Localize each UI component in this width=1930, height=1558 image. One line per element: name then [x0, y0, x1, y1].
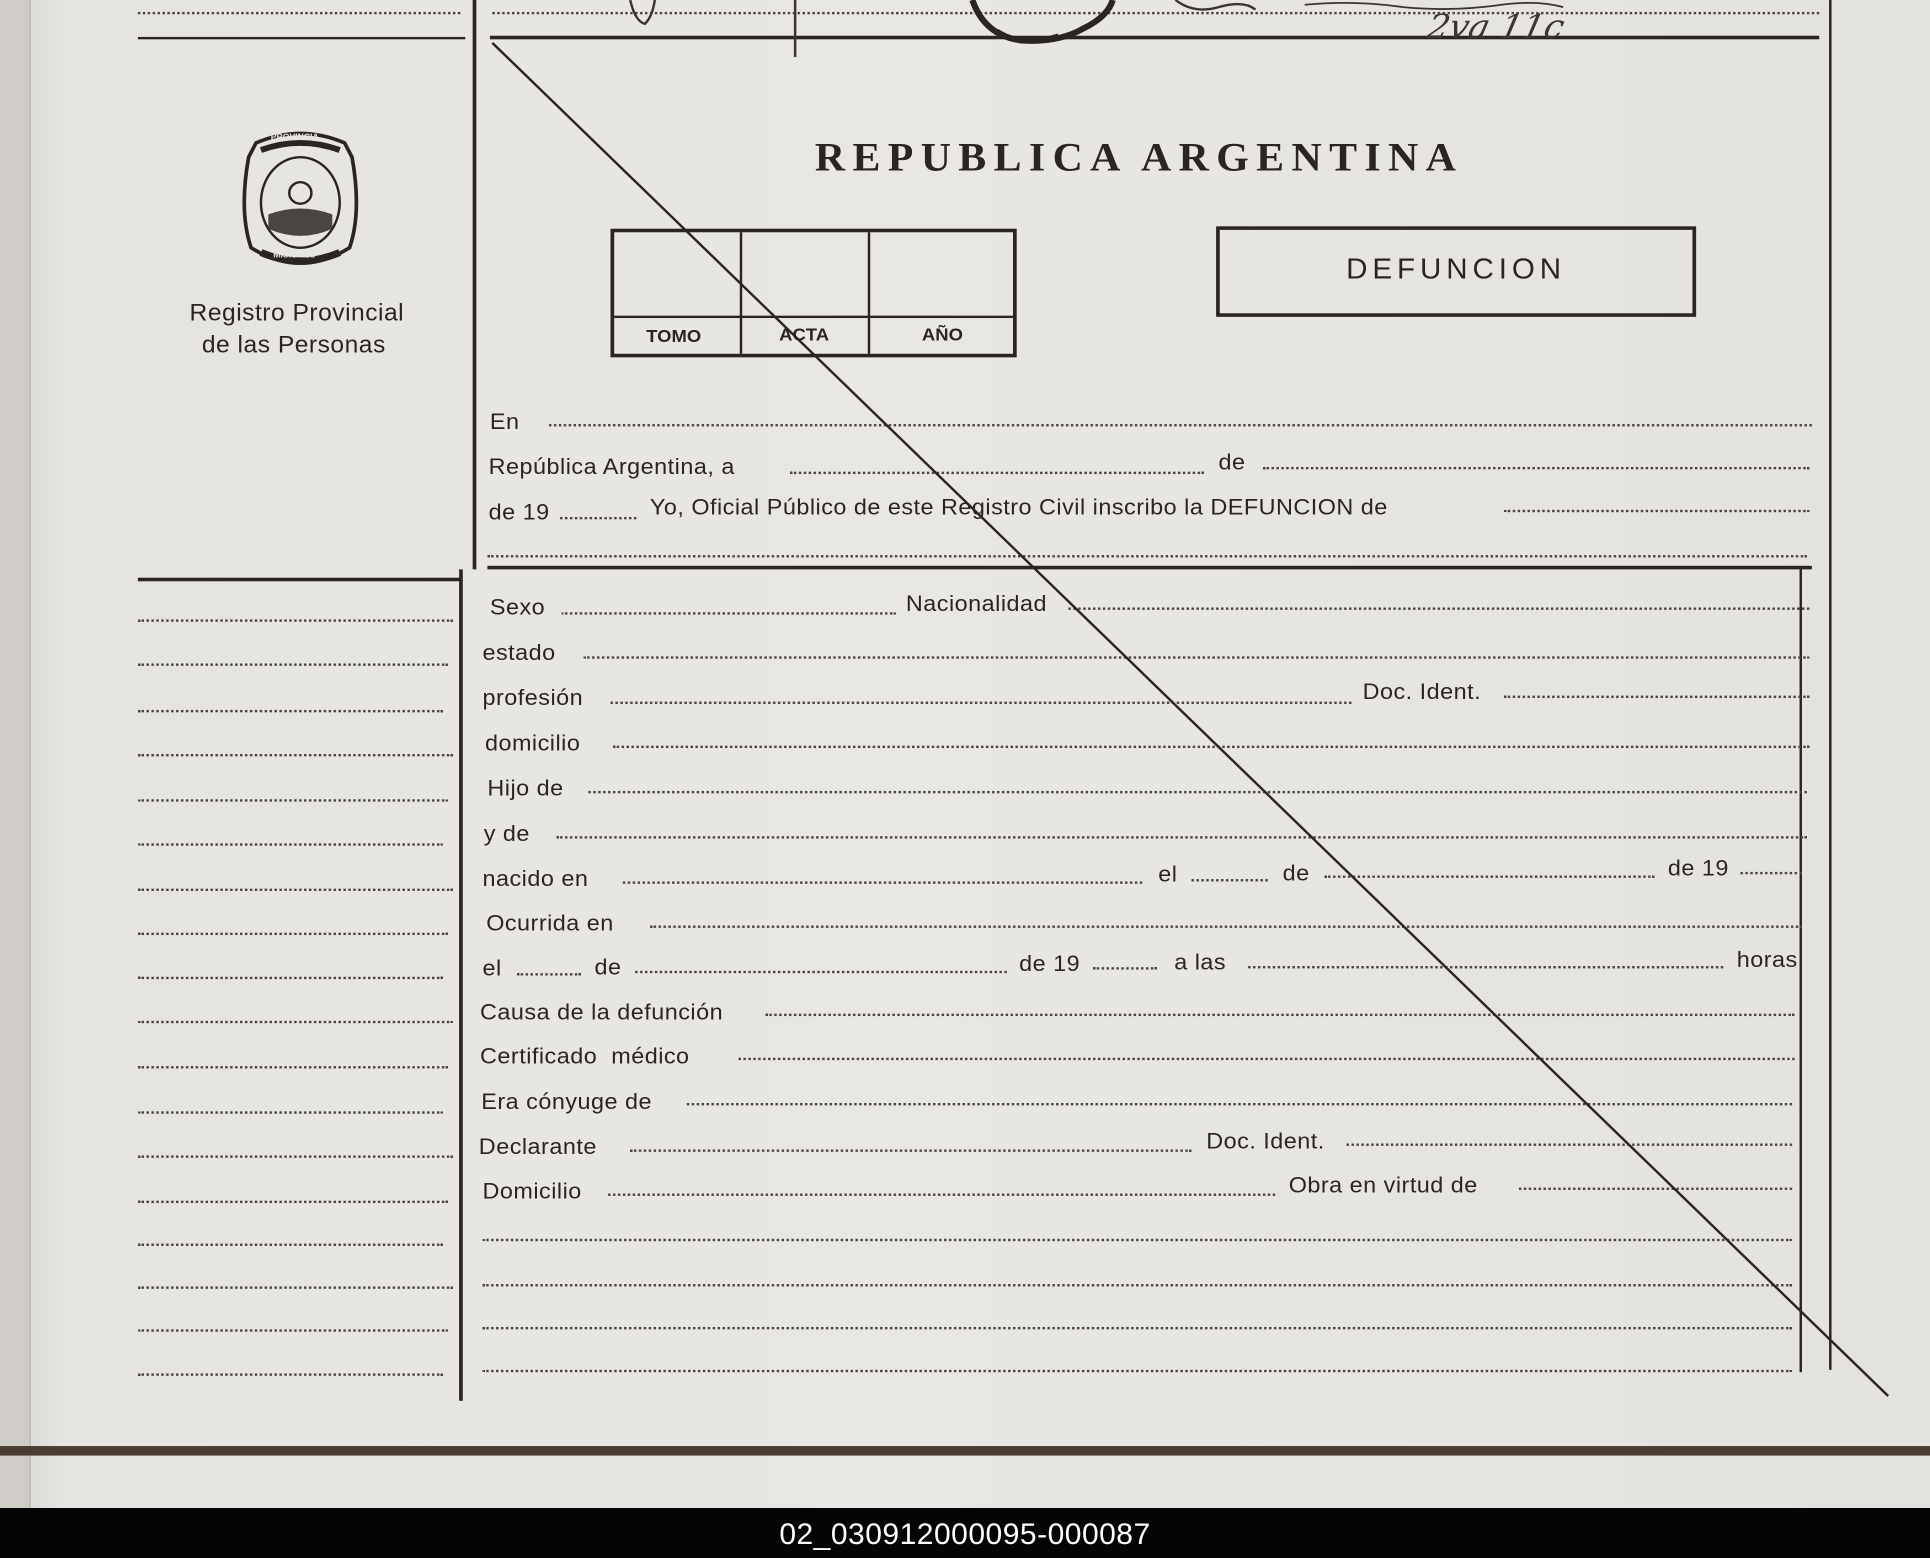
label-domicilio-2: Domicilio — [482, 1179, 582, 1205]
label-de19-3: de 19 — [1019, 951, 1081, 977]
label-conyuge: Era cónyuge de — [481, 1089, 652, 1115]
file-id-label: 02_030912000095-000087 — [779, 1518, 1151, 1551]
label-certificado: Certificado médico — [480, 1044, 690, 1070]
label-hijo-de: Hijo de — [487, 776, 564, 802]
label-a-las: a las — [1174, 950, 1227, 976]
seal-text-top: PROVINCIA — [270, 133, 319, 142]
label-en: En — [489, 409, 520, 435]
ref-label-acta: ACTA — [779, 325, 830, 346]
label-sexo: Sexo — [489, 595, 546, 621]
ref-label-ano: AÑO — [921, 325, 963, 346]
country-title: REPUBLICA ARGENTINA — [814, 135, 1464, 180]
label-doc-ident-1: Doc. Ident. — [1362, 680, 1482, 706]
handwriting-text: 2va 11c — [1423, 7, 1569, 47]
label-republica: República Argentina, a — [488, 455, 735, 481]
label-de-2: de — [1282, 861, 1310, 887]
scan-footer — [0, 1508, 1930, 1558]
label-el-1: el — [1158, 862, 1178, 888]
label-de-1: de — [1218, 450, 1246, 476]
label-estado: estado — [482, 640, 556, 666]
label-de19-1: de 19 — [488, 500, 550, 526]
label-nacido-en: nacido en — [482, 867, 589, 893]
label-de-3: de — [594, 955, 622, 981]
record-type-label: DEFUNCION — [1346, 253, 1567, 286]
seal-text-bottom: MISIONES — [273, 251, 316, 260]
label-de19-2: de 19 — [1667, 856, 1729, 882]
label-obra: Obra en virtud de — [1288, 1173, 1478, 1199]
label-nacionalidad: Nacionalidad — [905, 592, 1048, 618]
label-profesion: profesión — [482, 686, 584, 712]
label-horas: horas — [1736, 948, 1798, 974]
registry-name-line1: Registro Provincial — [189, 300, 405, 327]
label-y-de: y de — [483, 821, 530, 847]
label-causa: Causa de la defunción — [480, 1000, 724, 1026]
label-doc-ident-2: Doc. Ident. — [1206, 1129, 1325, 1155]
label-inscribo: Yo, Oficial Público de este Registro Civil inscribo la DEFUNCION de — [649, 495, 1388, 521]
label-domicilio-1: domicilio — [484, 731, 581, 757]
registry-name-line2: de las Personas — [201, 332, 386, 359]
ref-label-tomo: TOMO — [646, 326, 702, 347]
label-el-2: el — [482, 956, 502, 982]
label-ocurrida-en: Ocurrida en — [486, 911, 614, 937]
label-declarante: Declarante — [478, 1135, 597, 1161]
